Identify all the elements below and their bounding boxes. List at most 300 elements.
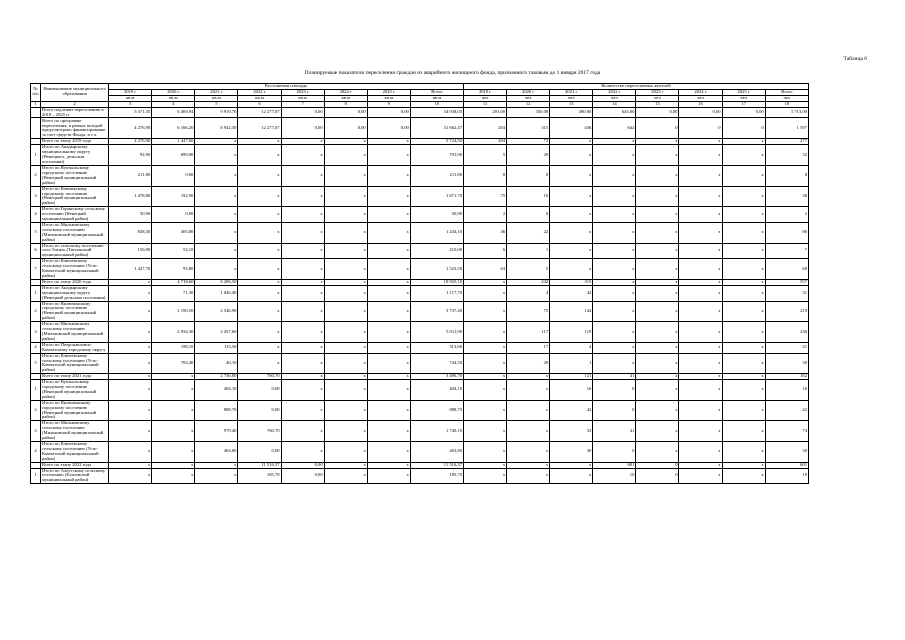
value-cell: x bbox=[152, 400, 195, 421]
total-cell: 5 011,90 bbox=[410, 322, 463, 343]
row-number: 2 bbox=[31, 301, 41, 322]
total-cell: 557 bbox=[765, 279, 808, 285]
value-cell: x bbox=[636, 243, 679, 259]
total-cell: 30 bbox=[765, 353, 808, 374]
row-name: Итого по Вилючинскому городскому поселению (Ненецкий муниципальный район) bbox=[41, 301, 109, 322]
value-cell: 1 bbox=[507, 243, 550, 259]
total-cell: 21 bbox=[765, 342, 808, 353]
value-cell: x bbox=[195, 468, 238, 484]
row-name: Итого по Вилючинскому городскому поселению (Ненецкий муниципальный район) bbox=[41, 400, 109, 421]
total-cell: 31 bbox=[765, 285, 808, 301]
value-cell: x bbox=[636, 285, 679, 301]
year-header: 2021 г bbox=[550, 89, 593, 95]
document-title: Планируемые показатели переселения граждан из аварийного жилищного фонда, признанного таковым до 1 января 2017 года bbox=[304, 70, 601, 76]
row-name: Итого по Мильковскому сельскому поселению (Мильковский муниципальный район) bbox=[41, 222, 109, 243]
value-cell: 11 516,37 bbox=[238, 462, 281, 468]
value-cell: x bbox=[367, 400, 410, 421]
value-cell: x bbox=[679, 442, 722, 463]
value-cell: 115,50 bbox=[195, 342, 238, 353]
value-cell: x bbox=[324, 222, 367, 243]
table-row bbox=[31, 301, 809, 322]
table-row bbox=[31, 400, 809, 421]
table-row bbox=[31, 468, 809, 484]
total-cell: 3 496,70 bbox=[410, 374, 463, 380]
value-cell: 16 bbox=[550, 380, 593, 401]
unit-header: чел bbox=[765, 95, 808, 101]
value-cell: x bbox=[722, 374, 765, 380]
value-cell: 0 bbox=[636, 468, 679, 484]
row-number: 3 bbox=[31, 421, 41, 442]
value-cell: 242 bbox=[507, 279, 550, 285]
row-number: 4 bbox=[31, 342, 41, 353]
total-cell: 42 bbox=[765, 400, 808, 421]
value-cell: x bbox=[464, 285, 507, 301]
value-cell: x bbox=[550, 222, 593, 243]
value-cell: x bbox=[281, 400, 324, 421]
value-cell: x bbox=[367, 374, 410, 380]
value-cell: 463,80 bbox=[195, 442, 238, 463]
summary-row bbox=[31, 118, 809, 139]
value-cell: x bbox=[109, 442, 152, 463]
value-cell: 8 942,30 bbox=[195, 118, 238, 139]
value-cell: 4 276,90 bbox=[109, 118, 152, 139]
value-cell: 144 bbox=[550, 301, 593, 322]
value-cell: x bbox=[324, 380, 367, 401]
value-cell: x bbox=[367, 353, 410, 374]
unit-header: чел bbox=[550, 95, 593, 101]
value-cell: x bbox=[593, 139, 636, 145]
value-cell: x bbox=[679, 165, 722, 186]
value-cell: x bbox=[109, 301, 152, 322]
value-cell: x bbox=[152, 442, 195, 463]
year-header: 2023 г bbox=[281, 89, 324, 95]
value-cell: x bbox=[109, 421, 152, 442]
value-cell: x bbox=[195, 259, 238, 280]
value-cell: 0 bbox=[507, 165, 550, 186]
value-cell: x bbox=[324, 243, 367, 259]
value-cell: x bbox=[550, 139, 593, 145]
value-cell: x bbox=[679, 139, 722, 145]
table-row bbox=[31, 165, 809, 186]
value-cell: 42 bbox=[550, 285, 593, 301]
total-cell: 313,60 bbox=[410, 342, 463, 353]
value-cell: x bbox=[367, 301, 410, 322]
col-index: 7 bbox=[281, 101, 324, 107]
value-cell: 490,00 bbox=[550, 107, 593, 118]
value-cell: 1 046,40 bbox=[195, 285, 238, 301]
value-cell: x bbox=[464, 301, 507, 322]
value-cell: x bbox=[593, 279, 636, 285]
value-cell: x bbox=[679, 186, 722, 207]
unit-header: кв.м bbox=[367, 95, 410, 101]
value-cell: 185,70 bbox=[238, 468, 281, 484]
value-cell: 0 bbox=[722, 118, 765, 139]
unit-header: чел bbox=[464, 95, 507, 101]
value-cell: x bbox=[367, 285, 410, 301]
value-cell: 6 bbox=[464, 243, 507, 259]
value-cell: x bbox=[550, 462, 593, 468]
row-number: 1 bbox=[31, 380, 41, 401]
value-cell: x bbox=[281, 322, 324, 343]
value-cell: x bbox=[324, 145, 367, 166]
value-cell: x bbox=[593, 353, 636, 374]
value-cell: 42 bbox=[550, 400, 593, 421]
value-cell: x bbox=[367, 322, 410, 343]
total-cell: 10 bbox=[765, 468, 808, 484]
value-cell: x bbox=[507, 462, 550, 468]
value-cell: 0,00 bbox=[281, 118, 324, 139]
summary-row bbox=[31, 107, 809, 118]
value-cell: x bbox=[507, 442, 550, 463]
value-cell: x bbox=[367, 186, 410, 207]
value-cell: x bbox=[593, 165, 636, 186]
total-cell: 68 bbox=[765, 259, 808, 280]
value-cell: 1 447,60 bbox=[152, 139, 195, 145]
value-cell: x bbox=[593, 259, 636, 280]
value-cell: x bbox=[281, 145, 324, 166]
value-cell: x bbox=[679, 353, 722, 374]
value-cell: x bbox=[679, 342, 722, 353]
value-cell: x bbox=[679, 468, 722, 484]
value-cell: x bbox=[679, 243, 722, 259]
value-cell: 0,00 bbox=[324, 118, 367, 139]
value-cell: 888,70 bbox=[195, 400, 238, 421]
total-cell: 219 bbox=[765, 301, 808, 322]
value-cell: x bbox=[722, 207, 765, 223]
table-row bbox=[31, 442, 809, 463]
value-cell: 1 bbox=[550, 353, 593, 374]
value-cell: x bbox=[636, 421, 679, 442]
col-index: 12 bbox=[507, 101, 550, 107]
value-cell: x bbox=[281, 342, 324, 353]
value-cell: x bbox=[722, 145, 765, 166]
table-row bbox=[31, 322, 809, 343]
value-cell: 192,90 bbox=[152, 186, 195, 207]
value-cell: x bbox=[550, 243, 593, 259]
row-name: Всего по этапу 2019 года bbox=[41, 139, 109, 145]
value-cell: x bbox=[464, 353, 507, 374]
value-cell: x bbox=[679, 285, 722, 301]
value-cell: x bbox=[464, 342, 507, 353]
value-cell: x bbox=[593, 322, 636, 343]
value-cell: x bbox=[324, 186, 367, 207]
unit-header: чел bbox=[636, 95, 679, 101]
value-cell: 405,80 bbox=[152, 222, 195, 243]
value-cell: x bbox=[367, 421, 410, 442]
value-cell: 204 bbox=[464, 139, 507, 145]
year-header: 2020 г bbox=[152, 89, 195, 95]
value-cell: 4 bbox=[507, 285, 550, 301]
value-cell: x bbox=[195, 243, 238, 259]
value-cell: x bbox=[722, 285, 765, 301]
value-cell: x bbox=[367, 342, 410, 353]
resettlement-table bbox=[30, 83, 809, 484]
value-cell: 0,00 bbox=[238, 380, 281, 401]
value-cell: x bbox=[464, 462, 507, 468]
value-cell: x bbox=[109, 468, 152, 484]
row-name: Итого по Ключевскому сельскому поселению (Усть-Камчатский муниципальный район) bbox=[41, 442, 109, 463]
total-cell: 8 bbox=[765, 165, 808, 186]
row-number: 1 bbox=[31, 285, 41, 301]
value-cell: 2 bbox=[464, 207, 507, 223]
value-cell: x bbox=[324, 442, 367, 463]
total-cell: 211,80 bbox=[410, 165, 463, 186]
year-header: 2019 г bbox=[464, 89, 507, 95]
value-cell: x bbox=[281, 380, 324, 401]
value-cell: x bbox=[679, 374, 722, 380]
table-body bbox=[31, 107, 809, 484]
total-cell: 1 740,10 bbox=[410, 421, 463, 442]
value-cell: x bbox=[679, 259, 722, 280]
year-header: 2022 г bbox=[593, 89, 636, 95]
value-cell: x bbox=[593, 222, 636, 243]
value-cell: 12 277,07 bbox=[238, 107, 281, 118]
value-cell: x bbox=[550, 165, 593, 186]
row-number: 4 bbox=[31, 442, 41, 463]
value-cell: x bbox=[722, 139, 765, 145]
value-cell: x bbox=[152, 421, 195, 442]
total-cell: 31 662,47 bbox=[410, 118, 463, 139]
col-index: 14 bbox=[593, 101, 636, 107]
value-cell: x bbox=[367, 165, 410, 186]
value-cell: 211,80 bbox=[109, 165, 152, 186]
total-header: Всего bbox=[410, 89, 463, 95]
value-cell: x bbox=[109, 322, 152, 343]
col-index: 8 bbox=[324, 101, 367, 107]
row-name: Всего по этапу 2020 года bbox=[41, 279, 109, 285]
value-cell: 5 bbox=[464, 145, 507, 166]
value-cell: 119 bbox=[550, 322, 593, 343]
value-cell: 8 bbox=[464, 165, 507, 186]
year-header: 2024 г bbox=[324, 89, 367, 95]
row-name: Всего по программе переселения, в рамках которой предусмотрено финансирование за счет средств Фонда, в т.ч. bbox=[41, 118, 109, 139]
unit-header: кв.м bbox=[410, 95, 463, 101]
value-cell: 4 276,90 bbox=[109, 139, 152, 145]
unit-header: кв.м bbox=[324, 95, 367, 101]
value-cell: 0,00 bbox=[367, 107, 410, 118]
row-name: Всего подлежит переселению в 2019 – 2025 гг bbox=[41, 107, 109, 118]
value-cell: x bbox=[636, 342, 679, 353]
value-cell: x bbox=[324, 301, 367, 322]
row-number: 1 bbox=[31, 145, 41, 166]
value-cell: x bbox=[679, 322, 722, 343]
value-cell: x bbox=[636, 279, 679, 285]
value-cell: x bbox=[238, 279, 281, 285]
total-cell: 32 bbox=[765, 145, 808, 166]
value-cell: x bbox=[636, 259, 679, 280]
value-cell: 95,80 bbox=[152, 259, 195, 280]
value-cell: 0,00 bbox=[152, 165, 195, 186]
row-name: Всего по этапу 2021 года bbox=[41, 374, 109, 380]
value-cell: x bbox=[636, 145, 679, 166]
value-cell: 5 bbox=[507, 259, 550, 280]
value-cell: x bbox=[636, 442, 679, 463]
row-name: Итого по Ключевскому сельскому поселению (Усть-Камчатский муниципальный район) bbox=[41, 353, 109, 374]
col-index: 17 bbox=[722, 101, 765, 107]
row-name: Итого по Ключевскому сельскому поселению (Усть-Камчатский муниципальный район) bbox=[41, 259, 109, 280]
total-cell: 7 bbox=[765, 243, 808, 259]
row-number bbox=[31, 107, 41, 118]
value-cell: x bbox=[324, 353, 367, 374]
value-cell: x bbox=[281, 165, 324, 186]
value-cell: x bbox=[550, 145, 593, 166]
col-index: 5 bbox=[195, 101, 238, 107]
value-cell: 201,00 bbox=[464, 107, 507, 118]
value-cell: x bbox=[593, 301, 636, 322]
value-cell: x bbox=[238, 145, 281, 166]
row-name: Итого по Горинскому сельскому поселению (Ненецкий муниципальный район) bbox=[41, 207, 109, 223]
value-cell: x bbox=[722, 165, 765, 186]
total-cell: 34 038,03 bbox=[410, 107, 463, 118]
unit-header: кв.м bbox=[152, 95, 195, 101]
value-cell: 0 bbox=[679, 118, 722, 139]
value-cell: x bbox=[636, 380, 679, 401]
value-cell: 0 bbox=[593, 442, 636, 463]
table-row bbox=[31, 222, 809, 243]
unit-header: чел bbox=[507, 95, 550, 101]
value-cell: x bbox=[109, 342, 152, 353]
value-cell: x bbox=[324, 285, 367, 301]
row-name: Итого по сельскому поселению села Тигиль (Тигильский муниципальный район) bbox=[41, 243, 109, 259]
value-cell: x bbox=[636, 353, 679, 374]
value-cell: x bbox=[722, 421, 765, 442]
value-cell: 4 718,60 bbox=[152, 279, 195, 285]
unit-header: кв.м bbox=[109, 95, 152, 101]
col-index: 13 bbox=[550, 101, 593, 107]
value-cell: 2 546,90 bbox=[195, 301, 238, 322]
value-cell: x bbox=[281, 139, 324, 145]
value-cell: x bbox=[109, 380, 152, 401]
value-cell: x bbox=[238, 353, 281, 374]
value-cell: 0,00 bbox=[281, 468, 324, 484]
col-index: 6 bbox=[238, 101, 281, 107]
row-name: Итого по Анадырскому муниципальному округу (Ненецкий дельском поселении) bbox=[41, 285, 109, 301]
value-cell: x bbox=[593, 243, 636, 259]
value-cell: x bbox=[464, 374, 507, 380]
value-cell: x bbox=[195, 207, 238, 223]
value-cell: x bbox=[679, 279, 722, 285]
value-cell: 642 bbox=[593, 118, 636, 139]
value-cell: 436 bbox=[550, 118, 593, 139]
value-cell: 643,00 bbox=[593, 107, 636, 118]
value-cell: x bbox=[238, 207, 281, 223]
value-cell: x bbox=[722, 342, 765, 353]
value-cell: x bbox=[324, 207, 367, 223]
value-cell: x bbox=[722, 380, 765, 401]
value-cell: 63 bbox=[464, 259, 507, 280]
table-row bbox=[31, 145, 809, 166]
value-cell: x bbox=[281, 301, 324, 322]
area-group-header: Расселяемая площадь bbox=[109, 84, 464, 90]
table-row bbox=[31, 285, 809, 301]
value-cell: x bbox=[324, 468, 367, 484]
row-name: Итого по Алеутскому сельскому поселению (Елизовский муниципальный район) bbox=[41, 468, 109, 484]
value-cell: 2 934,30 bbox=[152, 322, 195, 343]
value-cell: x bbox=[722, 301, 765, 322]
unit-header: кв.м bbox=[281, 95, 324, 101]
value-cell: x bbox=[324, 139, 367, 145]
value-cell: x bbox=[464, 380, 507, 401]
value-cell: x bbox=[324, 322, 367, 343]
value-cell: x bbox=[464, 400, 507, 421]
value-cell: x bbox=[593, 342, 636, 353]
value-cell: x bbox=[109, 462, 152, 468]
value-cell: 0,00 bbox=[238, 442, 281, 463]
value-cell: 12 277,07 bbox=[238, 118, 281, 139]
total-cell: 210,00 bbox=[410, 243, 463, 259]
value-cell: 29 bbox=[507, 353, 550, 374]
row-number: 2 bbox=[31, 400, 41, 421]
value-cell: 75 bbox=[464, 186, 507, 207]
table-row bbox=[31, 353, 809, 374]
value-cell: x bbox=[152, 380, 195, 401]
value-cell: 0,00 bbox=[679, 107, 722, 118]
value-cell: x bbox=[281, 259, 324, 280]
value-cell: 2 457,60 bbox=[195, 322, 238, 343]
total-cell: 1 523,50 bbox=[410, 259, 463, 280]
value-cell: x bbox=[281, 186, 324, 207]
value-cell: 0,00 bbox=[324, 107, 367, 118]
total-cell: 601 bbox=[765, 462, 808, 468]
value-cell: x bbox=[195, 165, 238, 186]
value-cell: 33 bbox=[550, 421, 593, 442]
row-number: 3 bbox=[31, 322, 41, 343]
table-row bbox=[31, 207, 809, 223]
col-index: 3 bbox=[109, 101, 152, 107]
value-cell: x bbox=[238, 139, 281, 145]
value-cell: x bbox=[464, 421, 507, 442]
total-cell: 16 bbox=[765, 380, 808, 401]
row-number: 1 bbox=[31, 468, 41, 484]
row-number: 7 bbox=[31, 259, 41, 280]
value-cell: x bbox=[367, 207, 410, 223]
value-cell: 704,40 bbox=[152, 353, 195, 374]
value-cell: x bbox=[195, 186, 238, 207]
value-cell: x bbox=[324, 374, 367, 380]
value-cell: x bbox=[722, 243, 765, 259]
table-row bbox=[31, 421, 809, 442]
value-cell: x bbox=[636, 400, 679, 421]
value-cell: x bbox=[152, 462, 195, 468]
value-cell: x bbox=[109, 279, 152, 285]
value-cell: x bbox=[238, 243, 281, 259]
col-index: 9 bbox=[367, 101, 410, 107]
row-name: Всего по этапу 2022 года bbox=[41, 462, 109, 468]
value-cell: 1 478,80 bbox=[109, 186, 152, 207]
value-cell: 29 bbox=[507, 145, 550, 166]
value-cell: x bbox=[281, 285, 324, 301]
value-cell: x bbox=[722, 442, 765, 463]
value-cell: 601 bbox=[593, 462, 636, 468]
value-cell: x bbox=[367, 139, 410, 145]
year-header: 2020 г bbox=[507, 89, 550, 95]
col-index: 11 bbox=[464, 101, 507, 107]
value-cell: x bbox=[550, 186, 593, 207]
unit-header: кв.м bbox=[195, 95, 238, 101]
table-number: Таблица 6 bbox=[843, 56, 867, 62]
value-cell: 9 919,70 bbox=[195, 107, 238, 118]
value-cell: 121 bbox=[550, 374, 593, 380]
value-cell: 71,30 bbox=[152, 285, 195, 301]
value-cell: 54,10 bbox=[152, 243, 195, 259]
value-cell: x bbox=[464, 442, 507, 463]
value-cell: x bbox=[195, 222, 238, 243]
table-row bbox=[31, 342, 809, 353]
value-cell: 92,90 bbox=[109, 145, 152, 166]
value-cell: 16 bbox=[507, 186, 550, 207]
value-cell: 0,00 bbox=[367, 118, 410, 139]
row-name: Итого по Мильковскому сельскому поселению (Мильковский муниципальный район) bbox=[41, 421, 109, 442]
